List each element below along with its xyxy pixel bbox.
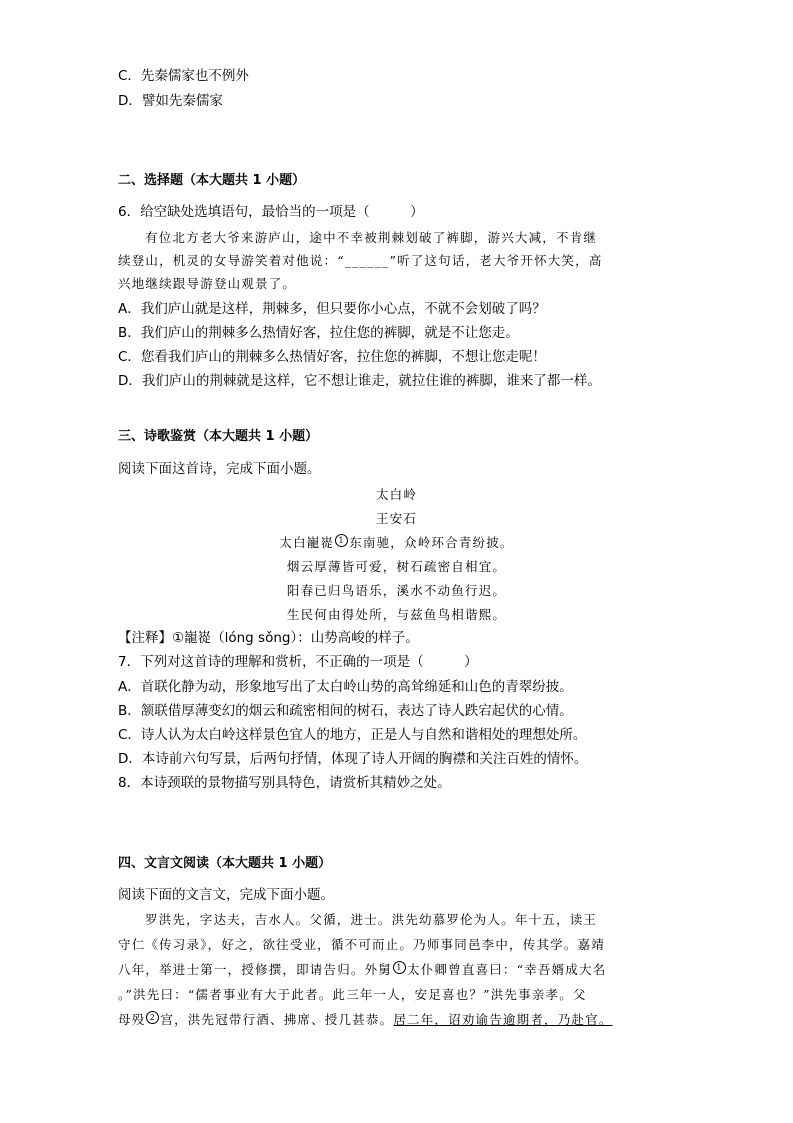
classical-line-2: 守仁《传习录》，好之，欲往受业，循不可而止。乃师事同邑李中，传其学。嘉靖 [118,937,605,952]
classical-line-3 [118,961,606,979]
poem-line-2: 烟云厚薄皆可爱，树石疏密自相宜。 [286,559,507,574]
section-3-intro: 阅读下面这首诗，完成下面小题。 [118,461,321,477]
question-7: 7．下列对这首诗的理解和赏析，不正确的一项是（ ） [118,654,478,670]
q7-option-a: A．首联化静为动，形象地写出了太白岭山势的高耸绵延和山色的青翠纷披。 [118,679,573,695]
poem-line-3: 阳春已归鸟语乐，溪水不动鱼行迟。 [286,583,507,598]
q7-option-d: D．本诗前六句写景，后两句抒情，体现了诗人开阔的胸襟和关注百姓的情怀。 [118,751,588,767]
passage-line-2: 续登山，机灵的女导游笑着对他说：“______”听了这句话，老大爷开怀大笑，高 [118,253,603,268]
poem-line-1 [0,534,793,552]
question-8: 8．本诗颈联的景物描写别具特色，请赏析其精妙之处。 [118,775,451,791]
passage-line-3: 兴地继续跟导游登山观景了。 [118,276,297,291]
poem-line-1-end: 东南驰，众岭环合青纷披。 [349,535,514,550]
q6-option-b: B．我们庐山的荆棘多么热情好客，拉住您的裤脚，就是不让您走。 [118,325,519,341]
classical-line-5-start: 母殁 [118,1012,146,1027]
poem-line-4: 生民何由得处所，与兹鱼鸟相谐熙。 [286,607,507,622]
q7-option-c: C．诗人认为太白岭这样景色宜人的地方，正是人与自然和谐相处的理想处所。 [118,727,587,743]
option-c-line: C．先秦儒家也不例外 [118,68,249,84]
q6-option-d: D．我们庐山的荆棘就是这样，它不想让谁走，就拉住谁的裤脚，谁来了都一样。 [118,373,601,389]
underlined-sentence: 居二年，诏劝谕告逾期者，乃赴官。 [393,1012,613,1027]
poem-line-1-start: 太白巃嵸 [279,535,335,550]
section-4-heading: 四、文言文阅读（本大题共 1 小题） [118,856,332,871]
classical-line-5-mid: 宫，洪先冠带行酒、拂席、授几甚恭。 [160,1012,394,1027]
passage-line-1: 有位北方老大爷来游庐山，途中不幸被荆棘划破了裤脚，游兴大减，不肯继 [145,230,598,245]
section-2-heading: 二、选择题（本大题共 1 小题） [118,173,306,188]
poem-annotation: 【注释】①巃嵸（lóng sǒng）：山势高峻的样子。 [118,630,419,646]
note-marker: 2 [146,1011,159,1024]
note-marker: 1 [393,961,406,974]
question-6: 6．给空缺处选填语句，最恰当的一项是（ ） [118,204,424,220]
classical-line-3-start: 八年，举进士第一，授修撰，即请告归。外舅 [118,962,393,977]
section-4-intro: 阅读下面的文言文，完成下面小题。 [118,887,334,903]
classical-line-3-end: 太仆卿曾直喜曰：“幸吾婿成大名 [407,962,607,977]
q6-option-c: C．您看我们庐山的荆棘多么热情好客，拉住您的裤脚，不想让您走呢！ [118,349,546,365]
poem-title: 太白岭 [375,487,418,502]
classical-line-1: 罗洪先，字达夫，吉水人。父循，进士。洪先幼慕罗伦为人。年十五，读王 [145,912,598,927]
q6-option-a: A．我们庐山就是这样，荆棘多，但只要你小心点，不就不会划破了吗？ [118,301,546,317]
section-3-heading: 三、诗歌鉴赏（本大题共 1 小题） [118,429,319,444]
classical-line-5 [118,1011,613,1029]
note-marker: 1 [335,534,348,547]
option-d-line: D．譬如先秦儒家 [118,93,223,109]
q7-option-b: B．颔联借厚薄变幻的烟云和疏密相间的树石，表达了诗人跌宕起伏的心情。 [118,703,573,719]
classical-line-4: 。”洪先曰：“儒者事业有大于此者。此三年一人，安足喜也？”洪先事亲孝。父 [118,987,587,1002]
poem-author: 王安石 [375,511,418,526]
